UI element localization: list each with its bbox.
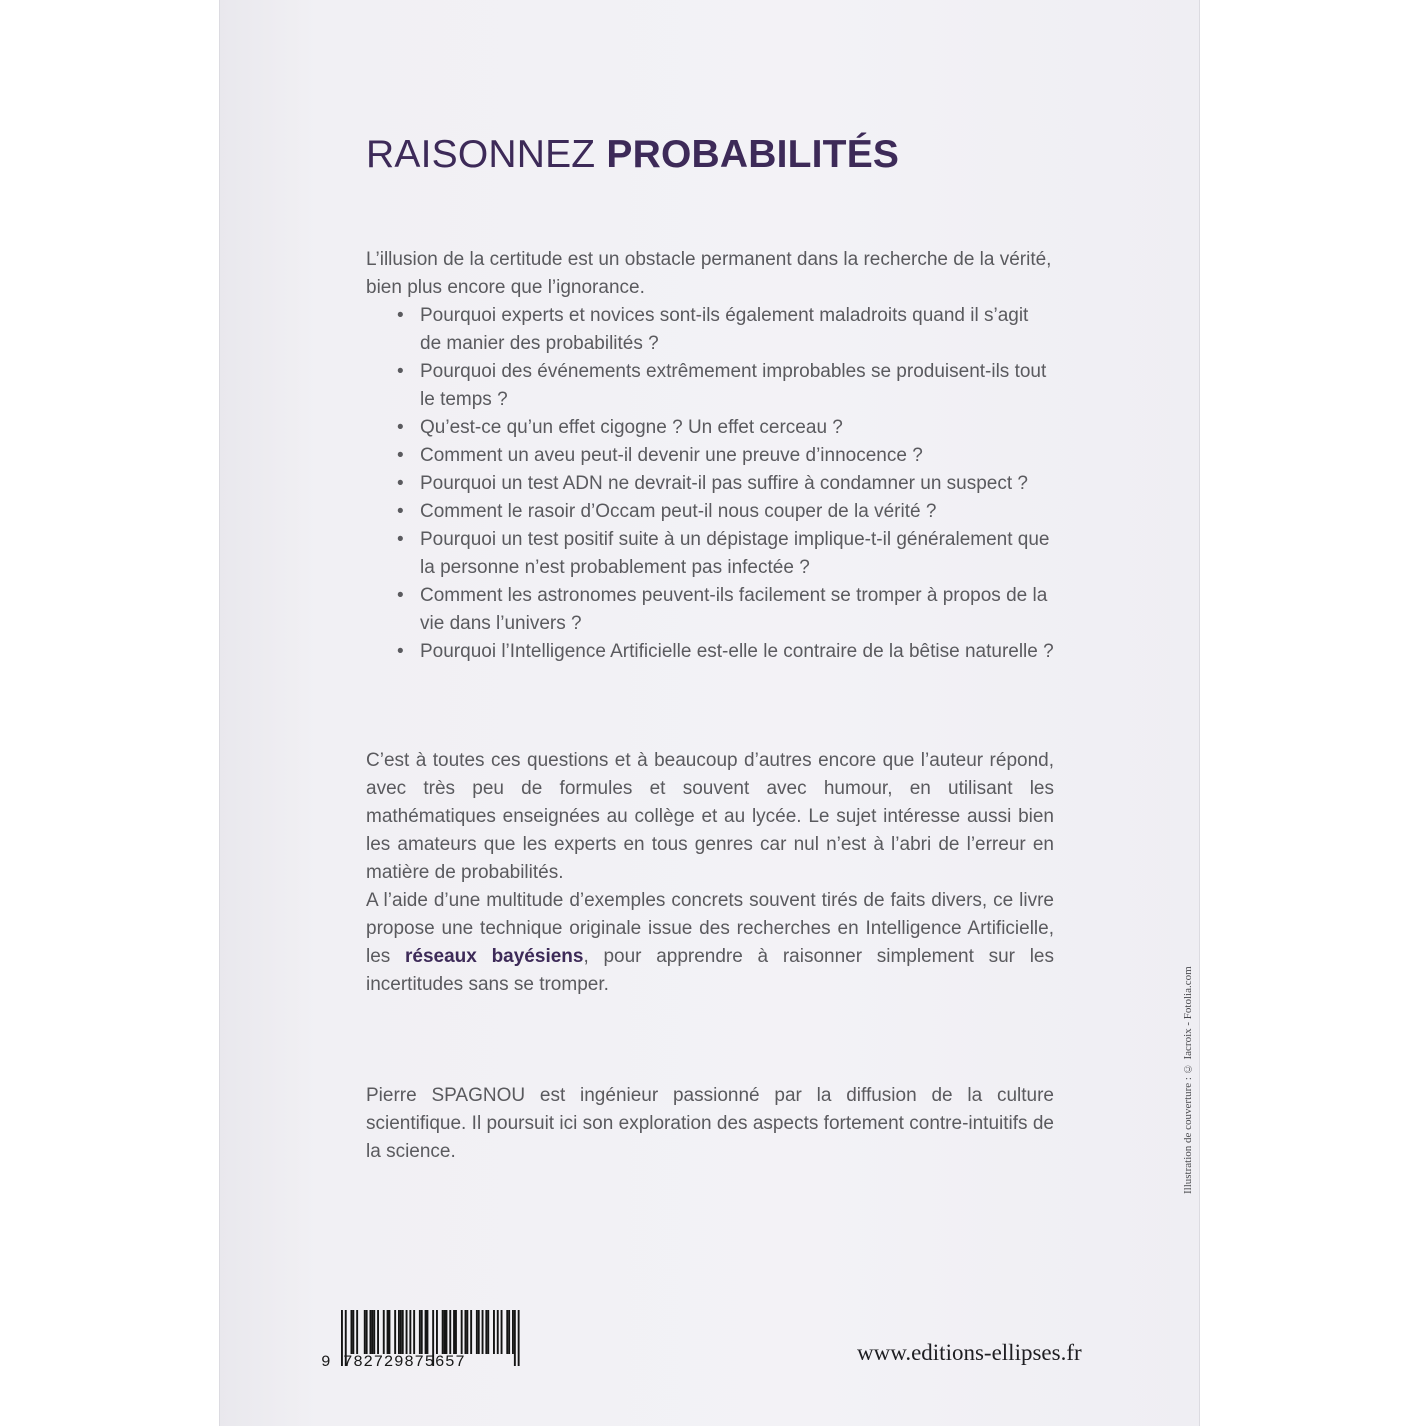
barcode-bar <box>427 1310 429 1354</box>
barcode-bar <box>512 1310 514 1354</box>
bullet-icon: • <box>397 585 404 606</box>
barcode-bar <box>514 1310 516 1366</box>
barcode-bar <box>449 1310 451 1354</box>
question-text: Pourquoi experts et novices sont-ils également maladroits quand il s’agit de manier des probabilités ? <box>420 305 1029 354</box>
barcode-bar <box>465 1310 467 1354</box>
question-item <box>366 302 1054 358</box>
barcode-bar <box>444 1310 446 1354</box>
isbn-lead-digit: 9 <box>321 1353 332 1371</box>
question-text: Pourquoi un test ADN ne devrait-il pas suffire à condamner un suspect ? <box>420 473 1028 494</box>
title-bold: PROBABILITÉS <box>606 133 900 176</box>
barcode-bar <box>482 1310 484 1354</box>
question-item <box>366 358 1054 414</box>
barcode-bar <box>364 1310 366 1354</box>
barcode-bar <box>425 1310 427 1354</box>
isbn-digits: 782729875657 <box>343 1353 466 1371</box>
barcode-bar <box>508 1310 510 1354</box>
bullet-icon: • <box>397 361 404 382</box>
barcode-bar <box>485 1310 487 1354</box>
barcode-bar <box>366 1310 368 1354</box>
barcode-bar <box>400 1310 402 1354</box>
barcode-bar <box>409 1310 411 1354</box>
question-text: Pourquoi un test positif suite à un dépistage implique-t-il généralement que la personne n’est probablement pas infectée ? <box>420 529 1050 578</box>
barcode-bar <box>436 1310 438 1354</box>
intro-text: L’illusion de la certitude est un obstacle permanent dans la recherche de la vérité, bien plus encore que l’ignorance. <box>366 249 1052 298</box>
barcode-bar <box>493 1310 495 1354</box>
barcode-bar <box>351 1310 353 1354</box>
barcode-bar <box>478 1310 480 1354</box>
question-text: Comment un aveu peut-il devenir une preuve d’innocence ? <box>420 445 923 466</box>
barcode-bar <box>518 1310 520 1366</box>
barcode-bar <box>442 1310 444 1354</box>
barcode-bar <box>470 1310 472 1354</box>
barcode-bar <box>476 1310 478 1354</box>
barcode-bar <box>506 1310 508 1354</box>
isbn-barcode <box>321 1310 521 1372</box>
barcode-bar <box>419 1310 421 1354</box>
barcode-bar <box>501 1310 503 1354</box>
description-paragraph-2 <box>366 887 1054 999</box>
barcode-bar <box>398 1310 400 1354</box>
barcode-bar <box>402 1310 404 1354</box>
description <box>366 747 1054 999</box>
barcode-bar <box>383 1310 385 1354</box>
barcode-bar <box>453 1310 455 1354</box>
barcode-bar <box>446 1310 448 1354</box>
question-text: Qu’est-ce qu’un effet cigogne ? Un effet cerceau ? <box>420 417 843 438</box>
bullet-icon: • <box>397 445 404 466</box>
barcode-bar <box>371 1310 373 1354</box>
question-text: Pourquoi des événements extrêmement improbables se produisent-ils tout le temps ? <box>420 361 1047 410</box>
paragraph-2-before: A l’aide d’une multitude d’exemples concrets souvent tirés de faits divers, ce livre propose une technique originale issue des recherches en Intelligence Artificielle, les <box>366 890 1054 967</box>
barcode-bar <box>421 1310 423 1354</box>
bullet-icon: • <box>397 501 404 522</box>
barcode-bar <box>487 1310 489 1354</box>
barcode-bar <box>387 1310 389 1354</box>
bullet-icon: • <box>397 417 404 438</box>
book-title <box>366 133 899 177</box>
question-item <box>366 470 1054 498</box>
barcode-bar <box>377 1310 379 1354</box>
question-item <box>366 582 1054 638</box>
paragraph-2-emphasis: réseaux bayésiens <box>405 946 584 967</box>
illustration-credit: Illustration de couverture : © Iacroix - Fotolia.com <box>1182 966 1194 1194</box>
question-item <box>366 526 1054 582</box>
barcode-bar <box>406 1310 408 1354</box>
question-item <box>366 498 1054 526</box>
bullet-icon: • <box>397 305 404 326</box>
barcode-bar <box>466 1310 468 1354</box>
barcode-bar <box>461 1310 463 1354</box>
barcode-bar <box>455 1310 457 1354</box>
question-item <box>366 414 1054 442</box>
question-list <box>366 302 1054 666</box>
paragraph-2-after: , pour apprendre à raisonner simplement sur les incertitudes sans se tromper. <box>366 946 1055 995</box>
question-text: Comment les astronomes peuvent-ils facilement se tromper à propos de la vie dans l’univers ? <box>420 585 1048 634</box>
author-bio: Pierre SPAGNOU est ingénieur passionné par la diffusion de la culture scientifique. Il poursuit ici son exploration des aspects fortement contre-intuitifs de la science. <box>366 1085 1054 1162</box>
question-text: Pourquoi l’Intelligence Artificielle est-elle le contraire de la bêtise naturelle ? <box>420 641 1054 662</box>
question-text: Comment le rasoir d’Occam peut-il nous couper de la vérité ? <box>420 501 937 522</box>
barcode-bar <box>413 1310 415 1354</box>
barcode-bar <box>497 1310 499 1354</box>
barcode-bar <box>389 1310 391 1354</box>
publisher-website[interactable]: www.editions-ellipses.fr <box>857 1340 1082 1365</box>
question-item <box>366 442 1054 470</box>
back-cover <box>219 0 1200 1426</box>
barcode-bar <box>394 1310 396 1354</box>
title-light: RAISONNEZ <box>366 133 607 176</box>
description-paragraph-1: C’est à toutes ces questions et à beaucoup d’autres encore que l’auteur répond, avec très peu de formules et souvent avec humour, en utilisant les mathématiques enseignées au collège et au lycée. Le sujet intéresse aussi bien les amateurs que les experts en tous genres car nul n’est à l’abri de l’erreur en matière de probabilités. <box>366 750 1054 883</box>
question-item <box>366 638 1054 666</box>
bullet-icon: • <box>397 641 404 662</box>
barcode-bar <box>373 1310 375 1354</box>
barcode-bar <box>352 1310 354 1354</box>
barcode-bar <box>370 1310 372 1354</box>
barcode-bar <box>356 1310 358 1354</box>
bullet-icon: • <box>397 473 404 494</box>
bullet-icon: • <box>397 529 404 550</box>
